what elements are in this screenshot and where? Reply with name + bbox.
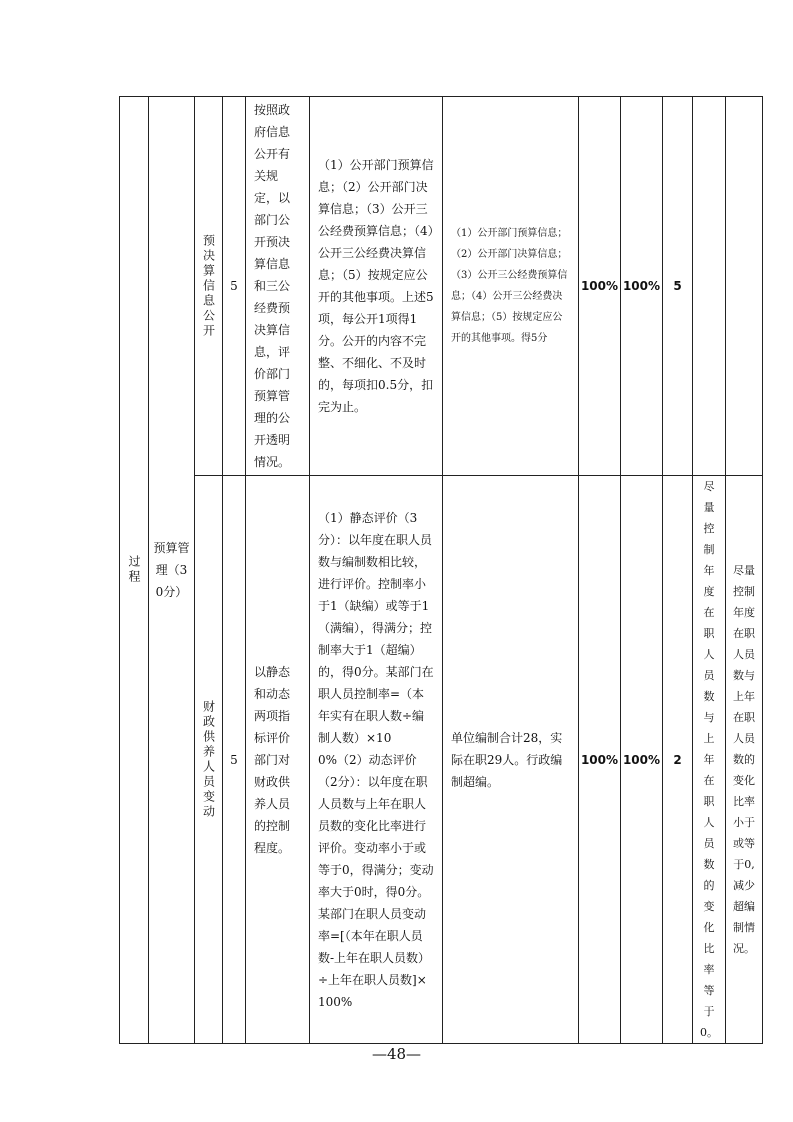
level1-cell <box>120 97 149 1044</box>
deduction-reason-cell <box>693 97 726 476</box>
table-row <box>120 97 763 476</box>
indicator-label: 预决算信息公开 <box>201 233 216 339</box>
target-cell <box>579 97 621 476</box>
score-value: 2 <box>673 752 682 767</box>
indicator-cell <box>195 476 223 1044</box>
table-row <box>120 476 763 1044</box>
completion-cell <box>621 476 663 1044</box>
standard-text: （1）公开部门预算信息；（2）公开部门决算信息；（3）公开三公经费预算信息；（4）公开三公经费决算信息；（5）按规定应公开的其他事项。上述5项，每公开1项得1分。公开的内容不完整、不细化、不及时的，每项扣0.5分，扣完为止。 <box>318 158 434 414</box>
level2-label: 预算管理（30分） <box>153 541 190 599</box>
score-value: 5 <box>673 279 682 293</box>
completion-value: 100% <box>622 752 661 767</box>
actual-cell <box>443 476 579 1044</box>
score-cell <box>663 97 693 476</box>
completion-cell <box>621 97 663 476</box>
suggestion-cell <box>726 97 763 476</box>
weight-value: 5 <box>230 752 238 767</box>
actual-text: （1）公开部门预算信息；（2）公开部门决算信息；（3）公开三公经费预算信息；（4）公开三公经费决算信息；（5）按规定应公开的其他事项。得5分 <box>451 228 568 344</box>
actual-cell <box>443 97 579 476</box>
definition-text: 按照政府信息公开有关规定，以部门公开预决算信息和三公经费预决算信息，评价部门预算管理的公开透明情况。 <box>254 103 291 469</box>
weight-value: 5 <box>230 279 238 293</box>
standard-cell <box>310 97 443 476</box>
deduction-reason-cell <box>693 476 726 1044</box>
level1-label: 过程 <box>127 555 141 585</box>
target-value: 100% <box>580 752 619 767</box>
page-number: —48— <box>371 1045 422 1063</box>
weight-cell <box>223 476 246 1044</box>
definition-text: 以静态和动态两项指标评价部门对财政供养人员的控制程度。 <box>254 664 291 855</box>
standard-text: （1）静态评价（3分）：以年度在职人员数与编制数相比较，进行评价。控制率小于1（缺编）或等于1（满编），得满分；控制率大于1（超编）的，得0分。某部门在职人员控制率=（本年实有在职人数÷编制人数）×100%（2）动态评价（2分）：以年度在职人员数与上年在职人员数的变化比率进行评价。变动率小于或等于0，得满分；变动率大于0时，得0分。某部门在职人员变动率=[（本年在职人员数-上年在职人员数）÷上年在职人员数]×100% <box>318 510 434 1009</box>
definition-cell <box>246 97 310 476</box>
score-cell <box>663 476 693 1044</box>
actual-text: 单位编制合计28，实际在职29人。行政编制超编。 <box>451 730 563 789</box>
completion-value: 100% <box>622 279 661 293</box>
deduction-reason-text: 尽量控制年度在职人员数与上年在职人员数的变化比率等于0。 <box>700 480 718 1039</box>
suggestion-text: 尽量控制年度在职人员数与上年在职人员数的变化比率小于或等于0,减少超编制情况。 <box>733 564 755 955</box>
standard-cell <box>310 476 443 1044</box>
indicator-cell <box>195 97 223 476</box>
target-cell <box>579 476 621 1044</box>
indicator-label: 财政供养人员变动 <box>201 699 216 820</box>
evaluation-table <box>119 96 763 1044</box>
weight-cell <box>223 97 246 476</box>
suggestion-cell <box>726 476 763 1044</box>
level2-cell <box>149 97 195 1044</box>
definition-cell <box>246 476 310 1044</box>
target-value: 100% <box>580 279 619 293</box>
